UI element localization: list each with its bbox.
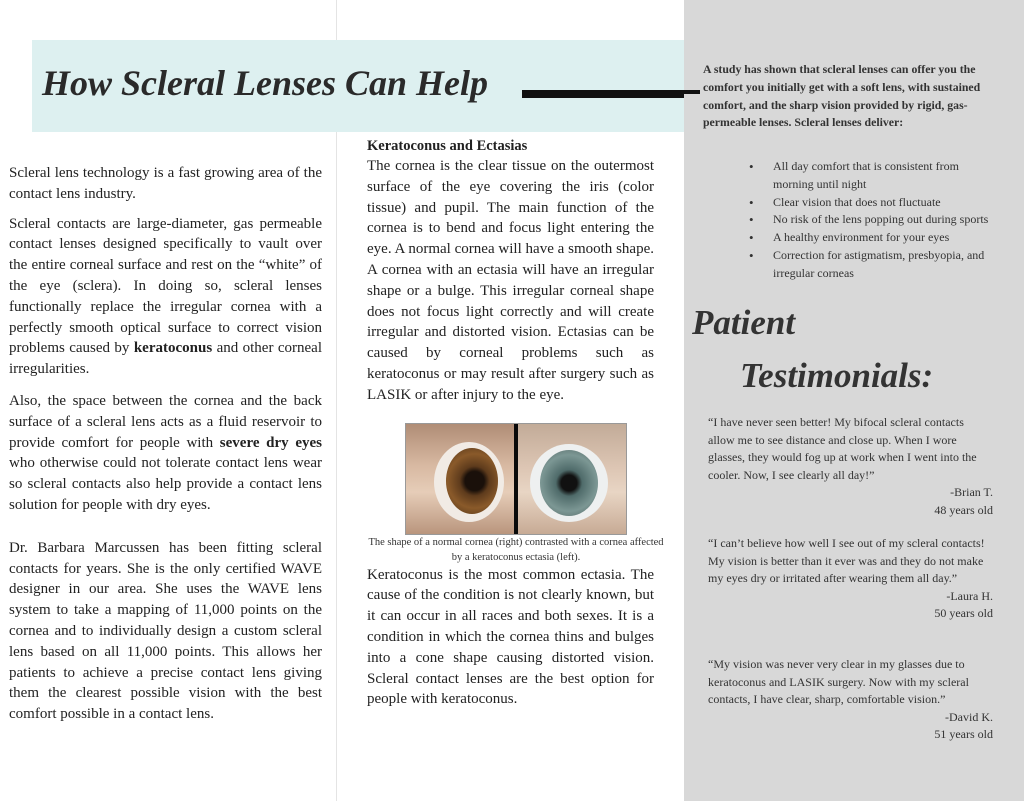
- dry-eyes-emphasis: severe dry eyes: [219, 434, 322, 451]
- intro-text: Scleral lens technology is a fast growing area of the contact lens industry.: [9, 165, 322, 202]
- scleral-contacts-paragraph: [9, 214, 322, 380]
- testimonial-david: [708, 656, 993, 744]
- keratoconus-iris: [446, 448, 498, 514]
- benefits-list: [749, 158, 989, 283]
- cornea-paragraph: The cornea is the clear tissue on the outermost surface of the eye covering the iris (color tissue) and pupil. The main function of the cornea is to bend and focus light entering the eye. A normal cornea will have a smooth shape. A cornea with an ectasia will have an irregular shape or a bulge. This irregular corneal shape does not focus light correctly and will create irregular and distorted vision. Ectasias can be caused by corneal problems such as keratoconus or may result after surgery such as LASIK or after injury to the eye.: [367, 158, 654, 403]
- testimonial-brian: [708, 414, 993, 520]
- scleral-text-c: and other corneal irregularities.: [9, 340, 322, 378]
- testimonial-name: -Brian T.: [950, 485, 993, 500]
- testimonial-quote: “My vision was never very clear in my glasses due to keratoconus and LASIK surgery. Now with my scleral contacts, I have clear, sharp, comfortable vision.”: [708, 657, 969, 707]
- scleral-text-a: Scleral contacts are large-diameter, gas permeable contact lenses designed specifically to vault over the entire corneal surface and rest on the “white” of the eye (sclera). In doing so, scleral lenses functionally replace the irregular cornea with a perfectly smooth optical surface to correct vision problems caused by: [9, 215, 322, 357]
- testimonial-quote: “I have never seen better! My bifocal scleral contacts allow me to see distance and close up. When I wore glasses, they would fog up at work when I went into the cooler. Now, I see clearly all day!”: [708, 415, 977, 482]
- keratoconus-heading: Keratoconus and Ectasias: [367, 138, 528, 154]
- keratoconus-emphasis: keratoconus: [133, 340, 213, 357]
- column-left: [9, 163, 322, 725]
- photo-caption: The shape of a normal cornea (right) contrasted with a cornea affected by a keratoconus ectasia (left).: [368, 536, 664, 563]
- benefit-item: • A healthy environment for your eyes: [749, 229, 989, 247]
- fluid-reservoir-paragraph: [9, 391, 322, 516]
- normal-iris: [540, 450, 598, 516]
- title-rule: [522, 90, 684, 98]
- ectasia-paragraph: Keratoconus is the most common ectasia. The cause of the condition is not clearly known, but it can occur in all races and both sexes. It is a condition in which the cornea thins and bulges into a cone shape causing distorted vision. Scleral contact lenses are the best option for people with keratoconus.: [367, 566, 654, 708]
- benefit-item: • Correction for astigmatism, presbyopia, and irregular corneas: [749, 247, 989, 283]
- page-title: How Scleral Lenses Can Help: [42, 63, 489, 103]
- testimonial-name: -David K.: [945, 709, 993, 724]
- testimonial-laura: [708, 535, 993, 623]
- testimonial-age: 48 years old: [934, 502, 993, 517]
- study-text: A study has shown that scleral lenses can offer you the comfort you initially get with a soft lens, with sustained comfort, and the sharp vision provided by rigid, gas-permeable lenses. Scleral lenses deliver:: [703, 62, 981, 130]
- doctor-paragraph: Dr. Barbara Marcussen has been fitting scleral contacts for years. She is the only certified WAVE designer in our area. She uses the WAVE lens system to take a mapping of 11,000 points on the cornea and to individually design a custom scleral lens based on all 11,000 points. This allows her patients to achieve a precise contact lens giving them the clearest possible vision with the best comfort possible in a contact lens.: [9, 539, 322, 723]
- testimonial-age: 50 years old: [934, 606, 993, 621]
- reservoir-text-c: who otherwise could not tolerate contact lens wear so scleral contacts also help provide a contact lens solution for people with dry eyes.: [9, 455, 322, 513]
- title-rule-extension: [684, 90, 700, 94]
- intro-paragraph: [9, 163, 322, 205]
- testimonials-heading-line2: Testimonials:: [740, 356, 934, 395]
- testimonial-name: -Laura H.: [946, 588, 993, 603]
- testimonials-heading-line1: Patient: [692, 303, 796, 342]
- reservoir-text-a: Also, the space between the cornea and the back surface of a scleral lens acts as a fluid reservoir to provide comfort for people with: [9, 392, 322, 451]
- photo-divider: [514, 424, 518, 534]
- benefit-item: • Clear vision that does not fluctuate: [749, 194, 989, 212]
- benefit-item: • All day comfort that is consistent from morning until night: [749, 158, 989, 194]
- benefit-item: • No risk of the lens popping out during sports: [749, 211, 989, 229]
- column-middle: [367, 136, 664, 710]
- testimonial-quote: “I can’t believe how well I see out of my scleral contacts! My vision is better than it ever was and they do not make my eyes dry or irritated after wearing them all day.”: [708, 536, 985, 586]
- cornea-comparison-photo: [405, 423, 627, 535]
- testimonial-age: 51 years old: [934, 727, 993, 742]
